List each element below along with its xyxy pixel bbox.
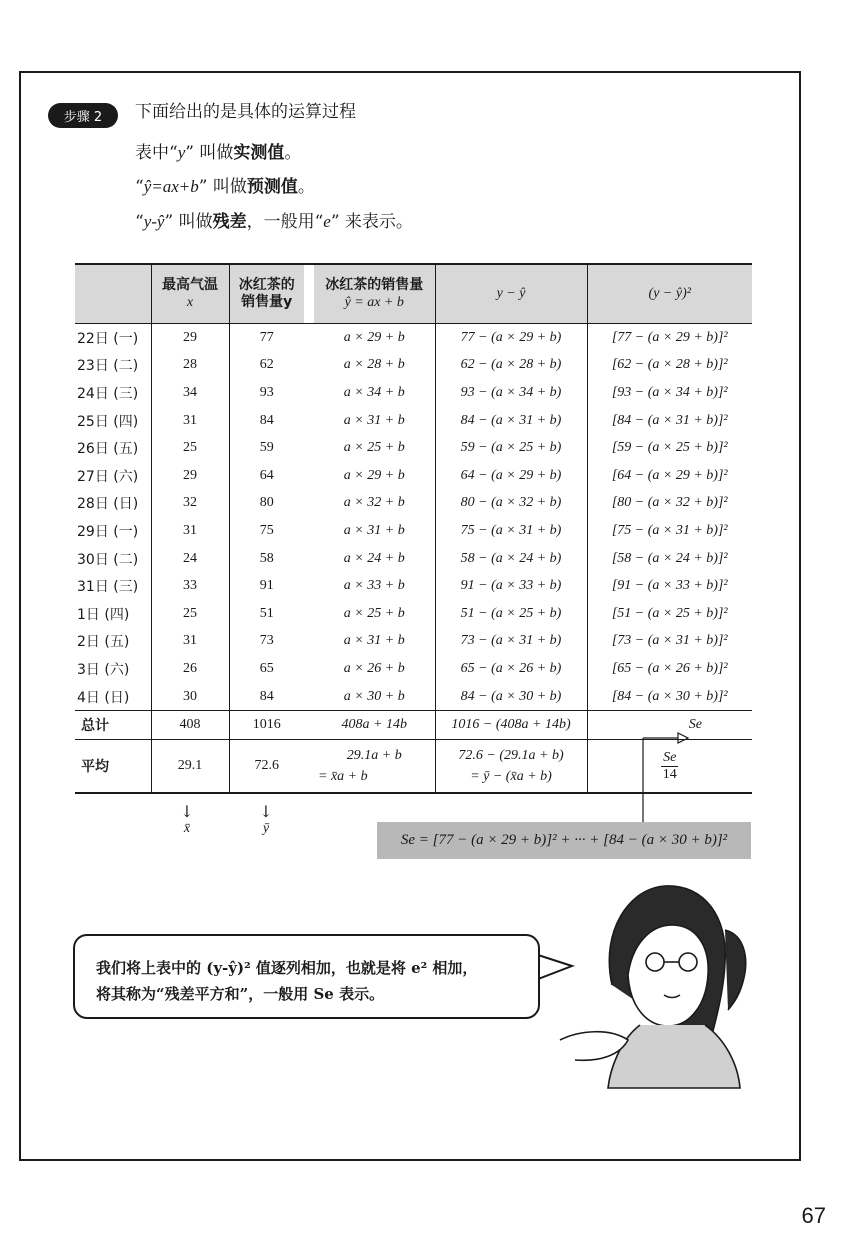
sales-cell: 84 xyxy=(259,412,274,428)
gap-cell xyxy=(304,740,314,794)
term-predicted: 预测值 xyxy=(246,177,298,197)
resid-cell: 84 − (a × 30 + b) xyxy=(435,683,587,711)
average-pred xyxy=(314,740,435,794)
resid-cell: 73 − (a × 31 + b) xyxy=(435,628,587,656)
temp-cell: 29 xyxy=(151,462,229,490)
average-row xyxy=(75,740,752,794)
gap-cell xyxy=(304,324,314,352)
total-resid: 1016 − (408a + 14b) xyxy=(435,711,587,740)
date-cell: 28日 (日) xyxy=(75,490,151,518)
sq-cell: [84 − (a × 30 + b)]² xyxy=(611,688,728,704)
down-arrow-icon: ↓ xyxy=(259,802,273,821)
date-cell: 25日 (四) xyxy=(75,407,151,435)
date-cell: 2日 (五) xyxy=(75,628,151,656)
sales-cell: 73 xyxy=(259,633,274,649)
date-cell: 3日 (六) xyxy=(75,655,151,683)
sales-cell: 51 xyxy=(259,605,274,621)
text: ” 叫做 xyxy=(185,143,234,163)
table-row xyxy=(75,379,752,407)
pred-cell: a × 31 + b xyxy=(314,628,435,656)
date-cell: 26日 (五) xyxy=(75,434,151,462)
gap-cell xyxy=(304,683,314,711)
average-sq xyxy=(587,740,752,794)
date-cell: 30日 (二) xyxy=(75,545,151,573)
date-cell: 4日 (日) xyxy=(75,683,151,711)
fraction-numerator: Se xyxy=(663,749,677,765)
step-badge: 步骤 2 xyxy=(48,103,118,128)
sq-cell: [75 − (a × 31 + b)]² xyxy=(611,522,728,538)
text: 表中“ xyxy=(135,143,178,163)
pred-cell: a × 25 + b xyxy=(314,600,435,628)
temp-cell: 25 xyxy=(151,434,229,462)
gap-cell xyxy=(304,490,314,518)
pred-cell: a × 24 + b xyxy=(314,545,435,573)
sq-cell: [91 − (a × 33 + b)]² xyxy=(611,578,728,594)
speech-bubble-text xyxy=(96,955,477,1008)
sq-cell: [62 − (a × 28 + b)]² xyxy=(611,357,728,373)
gap-cell xyxy=(304,352,314,380)
date-cell: 24日 (三) xyxy=(75,379,151,407)
resid-cell: 80 − (a × 32 + b) xyxy=(435,490,587,518)
se-formula-box: Se = [77 − (a × 29 + b)]² + ··· + [84 − (a × 30 + b)]² xyxy=(377,822,751,859)
average-label: 平均 xyxy=(75,740,151,794)
bubble-line-1: 我们将上表中的 (y-ŷ)² 值逐列相加，也就是将 e² 相加， xyxy=(96,959,478,977)
temp-cell: 29 xyxy=(151,324,229,352)
sales-cell: 80 xyxy=(259,495,274,511)
sq-cell: [84 − (a × 31 + b)]² xyxy=(611,412,728,428)
formula-predicted: ŷ=ax+b xyxy=(143,177,199,196)
var-y: y xyxy=(177,143,186,162)
gap-cell xyxy=(304,434,314,462)
average-pred-1: 29.1a + b xyxy=(346,748,402,764)
date-cell: 22日 (一) xyxy=(75,324,151,352)
header-date xyxy=(75,264,151,324)
date-cell: 23日 (二) xyxy=(75,352,151,380)
date-cell: 27日 (六) xyxy=(75,462,151,490)
temp-cell: 26 xyxy=(151,655,229,683)
formula-residual: y-ŷ xyxy=(143,212,165,231)
sales-cell: 93 xyxy=(259,384,274,400)
gap-cell xyxy=(304,545,314,573)
header-gap xyxy=(304,264,314,324)
text: “ xyxy=(135,177,144,197)
intro-line-4 xyxy=(135,213,413,231)
term-residual: 残差 xyxy=(212,212,247,232)
temp-cell: 34 xyxy=(151,379,229,407)
header-predicted xyxy=(314,264,435,324)
table-header-row xyxy=(75,264,752,324)
ybar-label: ȳ xyxy=(262,820,270,836)
table-row xyxy=(75,352,752,380)
average-resid-2: = ȳ − (x̄a + b) xyxy=(470,769,552,785)
text: ” 来表示。 xyxy=(330,212,413,232)
gap-cell xyxy=(304,517,314,545)
date-cell: 1日 (四) xyxy=(75,600,151,628)
intro-line-1: 下面给出的是具体的运算过程 xyxy=(135,102,356,122)
intro-line-3 xyxy=(135,178,315,196)
resid-cell: 84 − (a × 31 + b) xyxy=(435,407,587,435)
pred-cell: a × 26 + b xyxy=(314,655,435,683)
date-cell: 29日 (一) xyxy=(75,517,151,545)
resid-cell: 64 − (a × 29 + b) xyxy=(435,462,587,490)
sq-cell: [65 − (a × 26 + b)]² xyxy=(611,660,728,676)
table-row xyxy=(75,572,752,600)
total-y: 1016 xyxy=(229,711,304,740)
gap-cell xyxy=(304,655,314,683)
date-cell: 31日 (三) xyxy=(75,572,151,600)
header-sales-label: 冰红茶的 xyxy=(238,276,295,293)
gap-cell xyxy=(304,572,314,600)
gap-cell xyxy=(304,711,314,740)
term-measured: 实测值 xyxy=(233,143,285,163)
ybar-arrow xyxy=(256,803,276,836)
sq-cell: [59 − (a × 25 + b)]² xyxy=(611,440,728,456)
resid-cell: 51 − (a × 25 + b) xyxy=(435,600,587,628)
header-temp xyxy=(151,264,229,324)
temp-cell: 31 xyxy=(151,628,229,656)
sq-cell: [77 − (a × 29 + b)]² xyxy=(611,329,728,345)
table-row xyxy=(75,517,752,545)
pred-cell: a × 30 + b xyxy=(314,683,435,711)
pred-cell: a × 25 + b xyxy=(314,434,435,462)
header-sales-var: 销售量y xyxy=(241,294,293,310)
average-sq-fraction xyxy=(661,750,678,783)
table-body xyxy=(75,324,752,711)
down-arrow-icon: ↓ xyxy=(180,802,194,821)
temp-cell: 30 xyxy=(151,683,229,711)
resid-cell: 59 − (a × 25 + b) xyxy=(435,434,587,462)
table-row xyxy=(75,628,752,656)
gap-cell xyxy=(304,462,314,490)
header-pred-formula: ŷ = ax + b xyxy=(344,295,404,310)
pred-cell: a × 31 + b xyxy=(314,407,435,435)
gap-cell xyxy=(304,379,314,407)
pred-cell: a × 32 + b xyxy=(314,490,435,518)
sales-cell: 75 xyxy=(259,522,274,538)
table-row xyxy=(75,462,752,490)
table-row xyxy=(75,655,752,683)
table-row xyxy=(75,683,752,711)
intro-line-2 xyxy=(135,144,301,162)
total-label: 总计 xyxy=(75,711,151,740)
header-temp-var: x xyxy=(186,295,194,310)
table-row xyxy=(75,545,752,573)
average-resid xyxy=(435,740,587,794)
residual-table xyxy=(75,263,752,794)
sales-cell: 59 xyxy=(259,440,274,456)
resid-cell: 58 − (a × 24 + b) xyxy=(435,545,587,573)
pred-cell: a × 33 + b xyxy=(314,572,435,600)
total-x: 408 xyxy=(151,711,229,740)
table-row xyxy=(75,434,752,462)
header-squared: (y − ŷ)² xyxy=(587,264,752,324)
table-row xyxy=(75,324,752,352)
temp-cell: 24 xyxy=(151,545,229,573)
text: 。 xyxy=(297,177,315,197)
header-temp-label: 最高气温 xyxy=(162,276,218,293)
average-pred-2: = x̄a + b xyxy=(318,769,368,785)
text: “ xyxy=(135,212,144,232)
sales-cell: 62 xyxy=(259,357,274,373)
pred-cell: a × 29 + b xyxy=(314,324,435,352)
text: ，一般用“ xyxy=(246,212,324,232)
sq-cell: [73 − (a × 31 + b)]² xyxy=(611,633,728,649)
resid-cell: 91 − (a × 33 + b) xyxy=(435,572,587,600)
temp-cell: 31 xyxy=(151,517,229,545)
resid-cell: 75 − (a × 31 + b) xyxy=(435,517,587,545)
text: ” 叫做 xyxy=(164,212,213,232)
header-sales xyxy=(229,264,304,324)
gap-cell xyxy=(304,407,314,435)
text: 。 xyxy=(284,143,302,163)
temp-cell: 25 xyxy=(151,600,229,628)
total-sq: Se xyxy=(587,711,752,740)
resid-cell: 62 − (a × 28 + b) xyxy=(435,352,587,380)
sales-cell: 58 xyxy=(259,550,274,566)
pred-cell: a × 34 + b xyxy=(314,379,435,407)
gap-cell xyxy=(304,628,314,656)
header-pred-label: 冰红茶的销售量 xyxy=(325,276,424,293)
var-e: e xyxy=(323,212,331,231)
sales-cell: 91 xyxy=(259,578,274,594)
sales-cell: 84 xyxy=(259,688,274,704)
temp-cell: 31 xyxy=(151,407,229,435)
total-pred: 408a + 14b xyxy=(314,711,435,740)
sales-cell: 77 xyxy=(259,329,274,345)
pred-cell: a × 28 + b xyxy=(314,352,435,380)
resid-cell: 93 − (a × 34 + b) xyxy=(435,379,587,407)
average-x: 29.1 xyxy=(151,740,229,794)
page-number: 67 xyxy=(801,1203,826,1228)
total-row xyxy=(75,711,752,740)
table-row xyxy=(75,600,752,628)
sq-cell: [51 − (a × 25 + b)]² xyxy=(611,605,728,621)
sales-cell: 64 xyxy=(259,467,274,483)
pred-cell: a × 31 + b xyxy=(314,517,435,545)
average-resid-1: 72.6 − (29.1a + b) xyxy=(458,748,564,764)
resid-cell: 77 − (a × 29 + b) xyxy=(435,324,587,352)
temp-cell: 28 xyxy=(151,352,229,380)
sq-cell: [58 − (a × 24 + b)]² xyxy=(611,550,728,566)
temp-cell: 33 xyxy=(151,572,229,600)
sq-cell: [93 − (a × 34 + b)]² xyxy=(611,384,728,400)
resid-cell: 65 − (a × 26 + b) xyxy=(435,655,587,683)
sq-cell: [80 − (a × 32 + b)]² xyxy=(611,495,728,511)
gap-cell xyxy=(304,600,314,628)
sales-cell: 65 xyxy=(259,660,274,676)
table-row xyxy=(75,490,752,518)
fraction-denominator: 14 xyxy=(662,766,677,782)
table-row xyxy=(75,407,752,435)
xbar-label: x̄ xyxy=(183,820,191,836)
bubble-line-2: 将其称为“残差平方和”，一般用 Se 表示。 xyxy=(96,985,385,1004)
sq-cell: [64 − (a × 29 + b)]² xyxy=(611,467,728,483)
temp-cell: 32 xyxy=(151,490,229,518)
xbar-arrow xyxy=(177,803,197,836)
header-residual: y − ŷ xyxy=(435,264,587,324)
average-y: 72.6 xyxy=(229,740,304,794)
pred-cell: a × 29 + b xyxy=(314,462,435,490)
text: ” 叫做 xyxy=(198,177,247,197)
